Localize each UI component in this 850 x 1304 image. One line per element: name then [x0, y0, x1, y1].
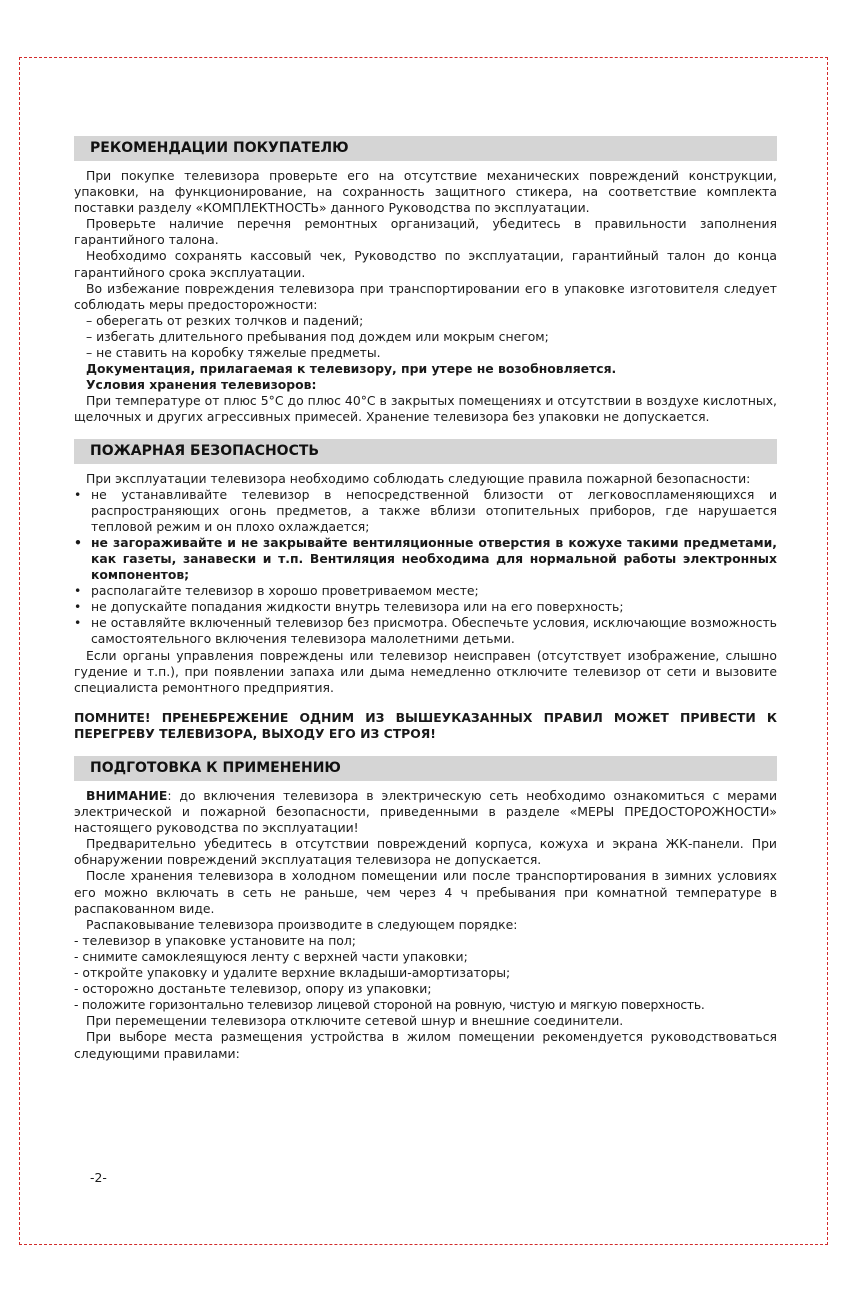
bold-subheading: Условия хранения телевизоров: — [86, 377, 317, 393]
paragraph: Распаковывание телевизора производите в следующем порядке: — [86, 916, 518, 932]
step-item: - снимите самоклеящуюся ленту с верхней части упаковки; — [74, 948, 468, 964]
section-header-buyer-recommendations: РЕКОМЕНДАЦИИ ПОКУПАТЕЛЮ — [74, 136, 777, 161]
paragraph: При эксплуатации телевизора необходимо соблюдать следующие правила пожарной безопасности: — [86, 470, 751, 486]
document-body — [74, 136, 777, 1062]
attention-paragraph — [74, 788, 777, 836]
paragraph: При выборе места размещения устройства в жилом помещении рекомендуется руководствоваться следующими правилами: — [74, 1029, 777, 1061]
paragraph: При перемещении телевизора отключите сетевой шнур и внешние соединители. — [86, 1013, 624, 1029]
list-item: • не допускайте попадания жидкости внутрь телевизора или на его поверхность; — [74, 599, 777, 615]
section-header-preparation: ПОДГОТОВКА К ПРИМЕНЕНИЮ — [74, 756, 777, 781]
step-item: - осторожно достаньте телевизор, опору из упаковки; — [74, 981, 432, 997]
page-number: -2- — [90, 1170, 107, 1185]
paragraph: Во избежание повреждения телевизора при транспортировании его в упаковке изготовителя следует соблюдать меры предосторожности: — [74, 280, 777, 312]
paragraph: При покупке телевизора проверьте его на отсутствие механических повреждений конструкции, упаковки, на функционирование, на сохранность защитного стикера, на соответствие комплекта поставки разделу «КОМПЛЕКТНОСТЬ» данного Руководства по эксплуатации. — [74, 168, 777, 216]
paragraph: Если органы управления повреждены или телевизор неисправен (отсутствует изображение, слышно гудение и т.п.), при появлении запаха или дыма немедленно отключите телевизор от сети и вызовите специалиста ремонтного предприятия. — [74, 647, 777, 695]
fire-safety-list — [74, 487, 777, 648]
dash-item: – не ставить на коробку тяжелые предметы. — [86, 345, 381, 361]
list-item: • располагайте телевизор в хорошо проветриваемом месте; — [74, 583, 777, 599]
step-item: - телевизор в упаковке установите на пол; — [74, 932, 356, 948]
paragraph: Проверьте наличие перечня ремонтных организаций, убедитесь в правильности заполнения гарантийного талона. — [74, 216, 777, 248]
attention-label: ВНИМАНИЕ — [86, 788, 168, 803]
warning-text: ПОМНИТЕ! ПРЕНЕБРЕЖЕНИЕ ОДНИМ ИЗ ВЫШЕУКАЗАННЫХ ПРАВИЛ МОЖЕТ ПРИВЕСТИ К ПЕРЕГРЕВУ ТЕЛЕВИЗОРА, ВЫХОДУ ЕГО ИЗ СТРОЯ! — [74, 709, 777, 741]
paragraph: При температуре от плюс 5°С до плюс 40°С в закрытых помещениях и отсутствии в воздухе кислотных, щелочных и других агрессивных примесей. Хранение телевизора без упаковки не допускается. — [74, 393, 777, 425]
paragraph: Предварительно убедитесь в отсутствии повреждений корпуса, кожуха и экрана ЖК-панели. При обнаружении повреждений эксплуатация телевизора не допускается. — [74, 836, 777, 868]
dash-item: – избегать длительного пребывания под дождем или мокрым снегом; — [86, 328, 549, 344]
list-item: • не оставляйте включенный телевизор без присмотра. Обеспечьте условия, исключающие возможность самостоятельного включения телевизора малолетними детьми. — [74, 615, 777, 647]
attention-text: : до включения телевизора в электрическую сеть необходимо ознакомиться с мерами электрической и пожарной безопасности, приведенными в разделе «МЕРЫ ПРЕДОСТОРОЖНОСТИ» настоящего руководства по эксплуатации! — [74, 788, 777, 836]
dash-item: – оберегать от резких толчков и падений; — [86, 312, 364, 328]
paragraph: Необходимо сохранять кассовый чек, Руководство по эксплуатации, гарантийный талон до конца гарантийного срока эксплуатации. — [74, 248, 777, 280]
bold-note: Документация, прилагаемая к телевизору, при утере не возобновляется. — [86, 361, 617, 377]
list-item: • не устанавливайте телевизор в непосредственной близости от легковоспламеняющихся и распространяющих огонь предметов, а также вблизи отопительных приборов, где нарушается тепловой режим и он плохо охлаждается; — [74, 487, 777, 535]
paragraph: После хранения телевизора в холодном помещении или после транспортирования в зимних условиях его можно включать в сеть не раньше, чем через 4 ч пребывания при комнатной температуре в распакованном виде. — [74, 868, 777, 916]
step-item: - положите горизонтально телевизор лицевой стороной на ровную, чистую и мягкую поверхность. — [74, 997, 705, 1013]
list-item: • не загораживайте и не закрывайте вентиляционные отверстия в кожухе такими предметами, как газеты, занавески и т.п. Вентиляция необходима для нормальной работы электронных компонентов; — [74, 535, 777, 583]
section-header-fire-safety: ПОЖАРНАЯ БЕЗОПАСНОСТЬ — [74, 439, 777, 464]
step-item: - откройте упаковку и удалите верхние вкладыши-амортизаторы; — [74, 965, 511, 981]
